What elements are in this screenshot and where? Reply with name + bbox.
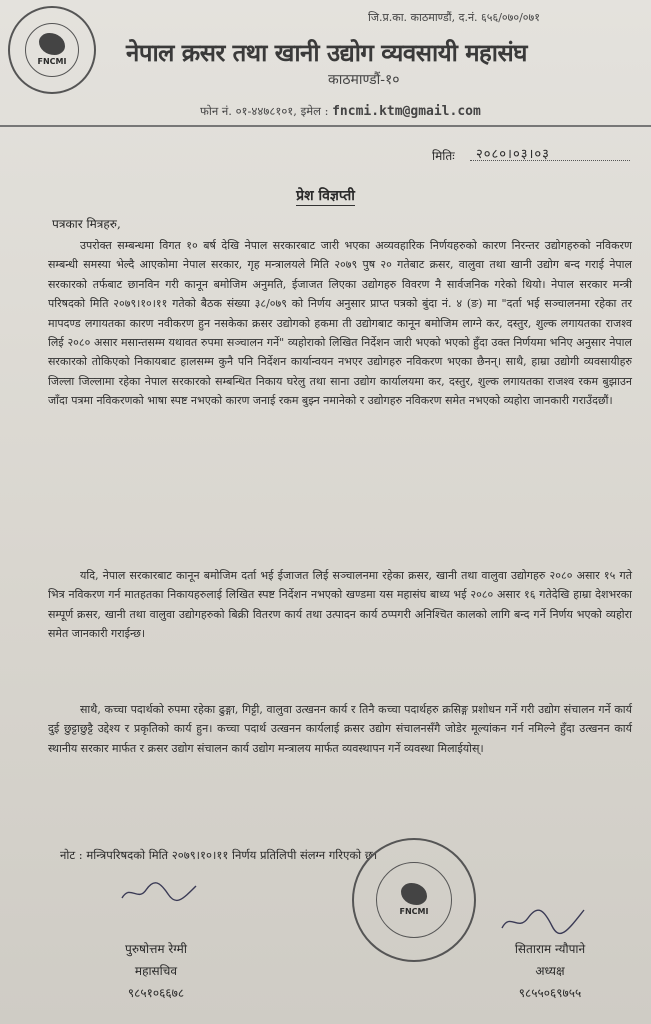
signature-scribble-left <box>120 880 200 904</box>
signatory-right <box>470 938 630 1004</box>
seal-emblem-icon <box>401 883 427 905</box>
date-value: २०८०।०३।०३ <box>476 147 550 162</box>
date-label: मितिः <box>432 149 455 163</box>
registration-number: जि.प्र.का. काठमाण्डौं, द.नं. ६५६/०७०/०७१ <box>368 11 540 24</box>
organization-seal-top <box>8 6 96 94</box>
signature-scribble-right <box>498 906 588 936</box>
document-title <box>0 186 651 205</box>
email-text: fncmi.ktm@gmail.com <box>332 104 481 119</box>
header-divider <box>0 125 651 127</box>
body-paragraph-3 <box>48 700 632 761</box>
seal-label: FNCMI <box>399 907 429 917</box>
phone-text: फोन नं. ०१-४४७८१०१, इमेल : <box>200 104 329 118</box>
signatory-left <box>96 938 216 1004</box>
salutation: पत्रकार मित्रहरु, <box>52 217 121 231</box>
body-paragraph-2 <box>48 566 632 647</box>
paragraph-text: साथै, कच्चा पदार्थको रुपमा रहेका ढुङ्गा, गिट्टी, वालुवा उत्खनन कार्य र तिनै कच्चा पदार्थहरु क्रसिङ्ग प्रशोधन गर्ने गरी उद्योग संचालन गर्ने कार्य दुई छुट्टाछुट्टै उद्देश्य र प्रकृतिको कार्य हुन। कच्चा पदार्थ उत्खनन कार्यलाई क्रसर उद्योग संचालनसँगै जोडेर मूल्यांकन गर्न नमिल्ने हुँदा उत्खनन कार्य स्थानीय सरकार मार्फत र क्रसर उद्योग संचालन कार्य उद्योग मन्त्रालय मार्फत व्यवस्थापन गर्ने व्यवस्था मिलाईयोस्। <box>48 703 632 755</box>
body-paragraph-1 <box>48 236 632 414</box>
seal-emblem-icon <box>39 33 65 55</box>
organization-city: काठमाण्डौं-१० <box>328 72 400 88</box>
signatory-role: महासचिव <box>134 964 178 978</box>
signatory-name: सिताराम न्यौपाने <box>514 942 586 956</box>
signatory-phone: ९८५५०६९७५५ <box>518 986 582 1000</box>
organization-seal-bottom <box>352 838 476 962</box>
document-title-text: प्रेश विज्ञप्ती <box>296 188 355 204</box>
signatory-name: पुरुषोत्तम रेग्मी <box>125 942 187 956</box>
signatory-role: अध्यक्ष <box>535 964 565 978</box>
contact-line <box>200 104 481 119</box>
note-line: नोट : मन्त्रिपरिषदको मिति २०७९।१०।११ निर्णय प्रतिलिपी संलग्न गरिएको छ। <box>60 848 378 862</box>
signatory-phone: ९८५१०६६७८ <box>127 986 185 1000</box>
paragraph-text: उपरोक्त सम्बन्धमा विगत १० बर्ष देखि नेपाल सरकारबाट जारी भएका अव्यवहारिक निर्णयहरुको कारण निरन्तर उद्योगहरुको नविकरण सम्बन्धी समस्या भेल्दै आएकोमा नेपाल सरकार, गृह मन्त्रालयले मिति २०७९ पुष २० गतेबाट क्रसर, वालुवा तथा खानी उद्योग बन्द गराई नेपाल सरकारको तर्फबाट छानविन गरी कानून बमोजिम अनुमति, ईजाजत लिएका उद्योगहरु विवरण नै सार्वजनिक गरेको थियो। नेपाल सरकार मन्त्री परिषदको मिति २०७९।१०।११ गतेको बैठक संख्या ३८/०७९ को निर्णय अनुसार प्राप्त पत्रको बुंदा नं. ४ (ङ) मा "दर्ता भई सञ्चालनमा रहेका तर मापदण्ड लगायतका कारण नवीकरण हुन नसकेका क्रसर उद्योगको हकमा ती उद्योगबाट कानून बमोजिम लाग्ने कर, दस्तुर, शुल्क लगायतका राजश्व लिई २०८० असार मसान्तसम्म यथावत रुपमा सञ्चालन गर्ने" व्यहोराको लिखित निर्देशन जारी भएको भएको हुँदा उक्त निर्णयमा भनिए अनुसार नेपाल सरकारको तोकिएको निकायबाट हालसम्म कुनै पनि निर्देशन कार्यान्वयन नभएर उद्योगहरु नविकरण भएका छैनन्। साथै, हाम्रा उद्योगी व्यवसायीहरु जिल्ला जिल्लामा रहेका नेपाल सरकारको सम्बन्धित निकाय घरेलु तथा साना उद्योग कार्यालयमा कर, दस्तुर, शुल्क लगायतका राजश्व रकम बुझाउन जाँदा पत्रमा नविकरणको भाषा स्पष्ट नभएको कारण जनाई रकम बुझ्न नमानेको र उद्योगहरु नविकरण समेत नभएको व्यहोरा जानकारी गराउँदछौं। <box>48 239 632 408</box>
paragraph-text: यदि, नेपाल सरकारबाट कानून बमोजिम दर्ता भई ईजाजत लिई सञ्चालनमा रहेका क्रसर, खानी तथा वालुवा उद्योगहरु २०८० असार १५ गते भित्र नविकरण गर्न मातहतका निकायहरुलाई लिखित स्पष्ट निर्देशन नभएको खण्डमा यस महासंघ बाध्य भई २०८० असार १६ गतेदेखि हाम्रा देशभरका सम्पूर्ण क्रसर, खानी तथा वालुवा उद्योगहरुको बिक्री वितरण कार्य तथा उत्पादन कार्य ठप्पगरी अनिश्चित कालको लागि बन्द गर्ने निर्णय भएको व्यहोरा समेत जानकारी गराईन्छ। <box>48 569 632 641</box>
seal-label: FNCMI <box>37 57 67 67</box>
organization-name: नेपाल क्रसर तथा खानी उद्योग व्यवसायी महासंघ <box>126 39 527 67</box>
